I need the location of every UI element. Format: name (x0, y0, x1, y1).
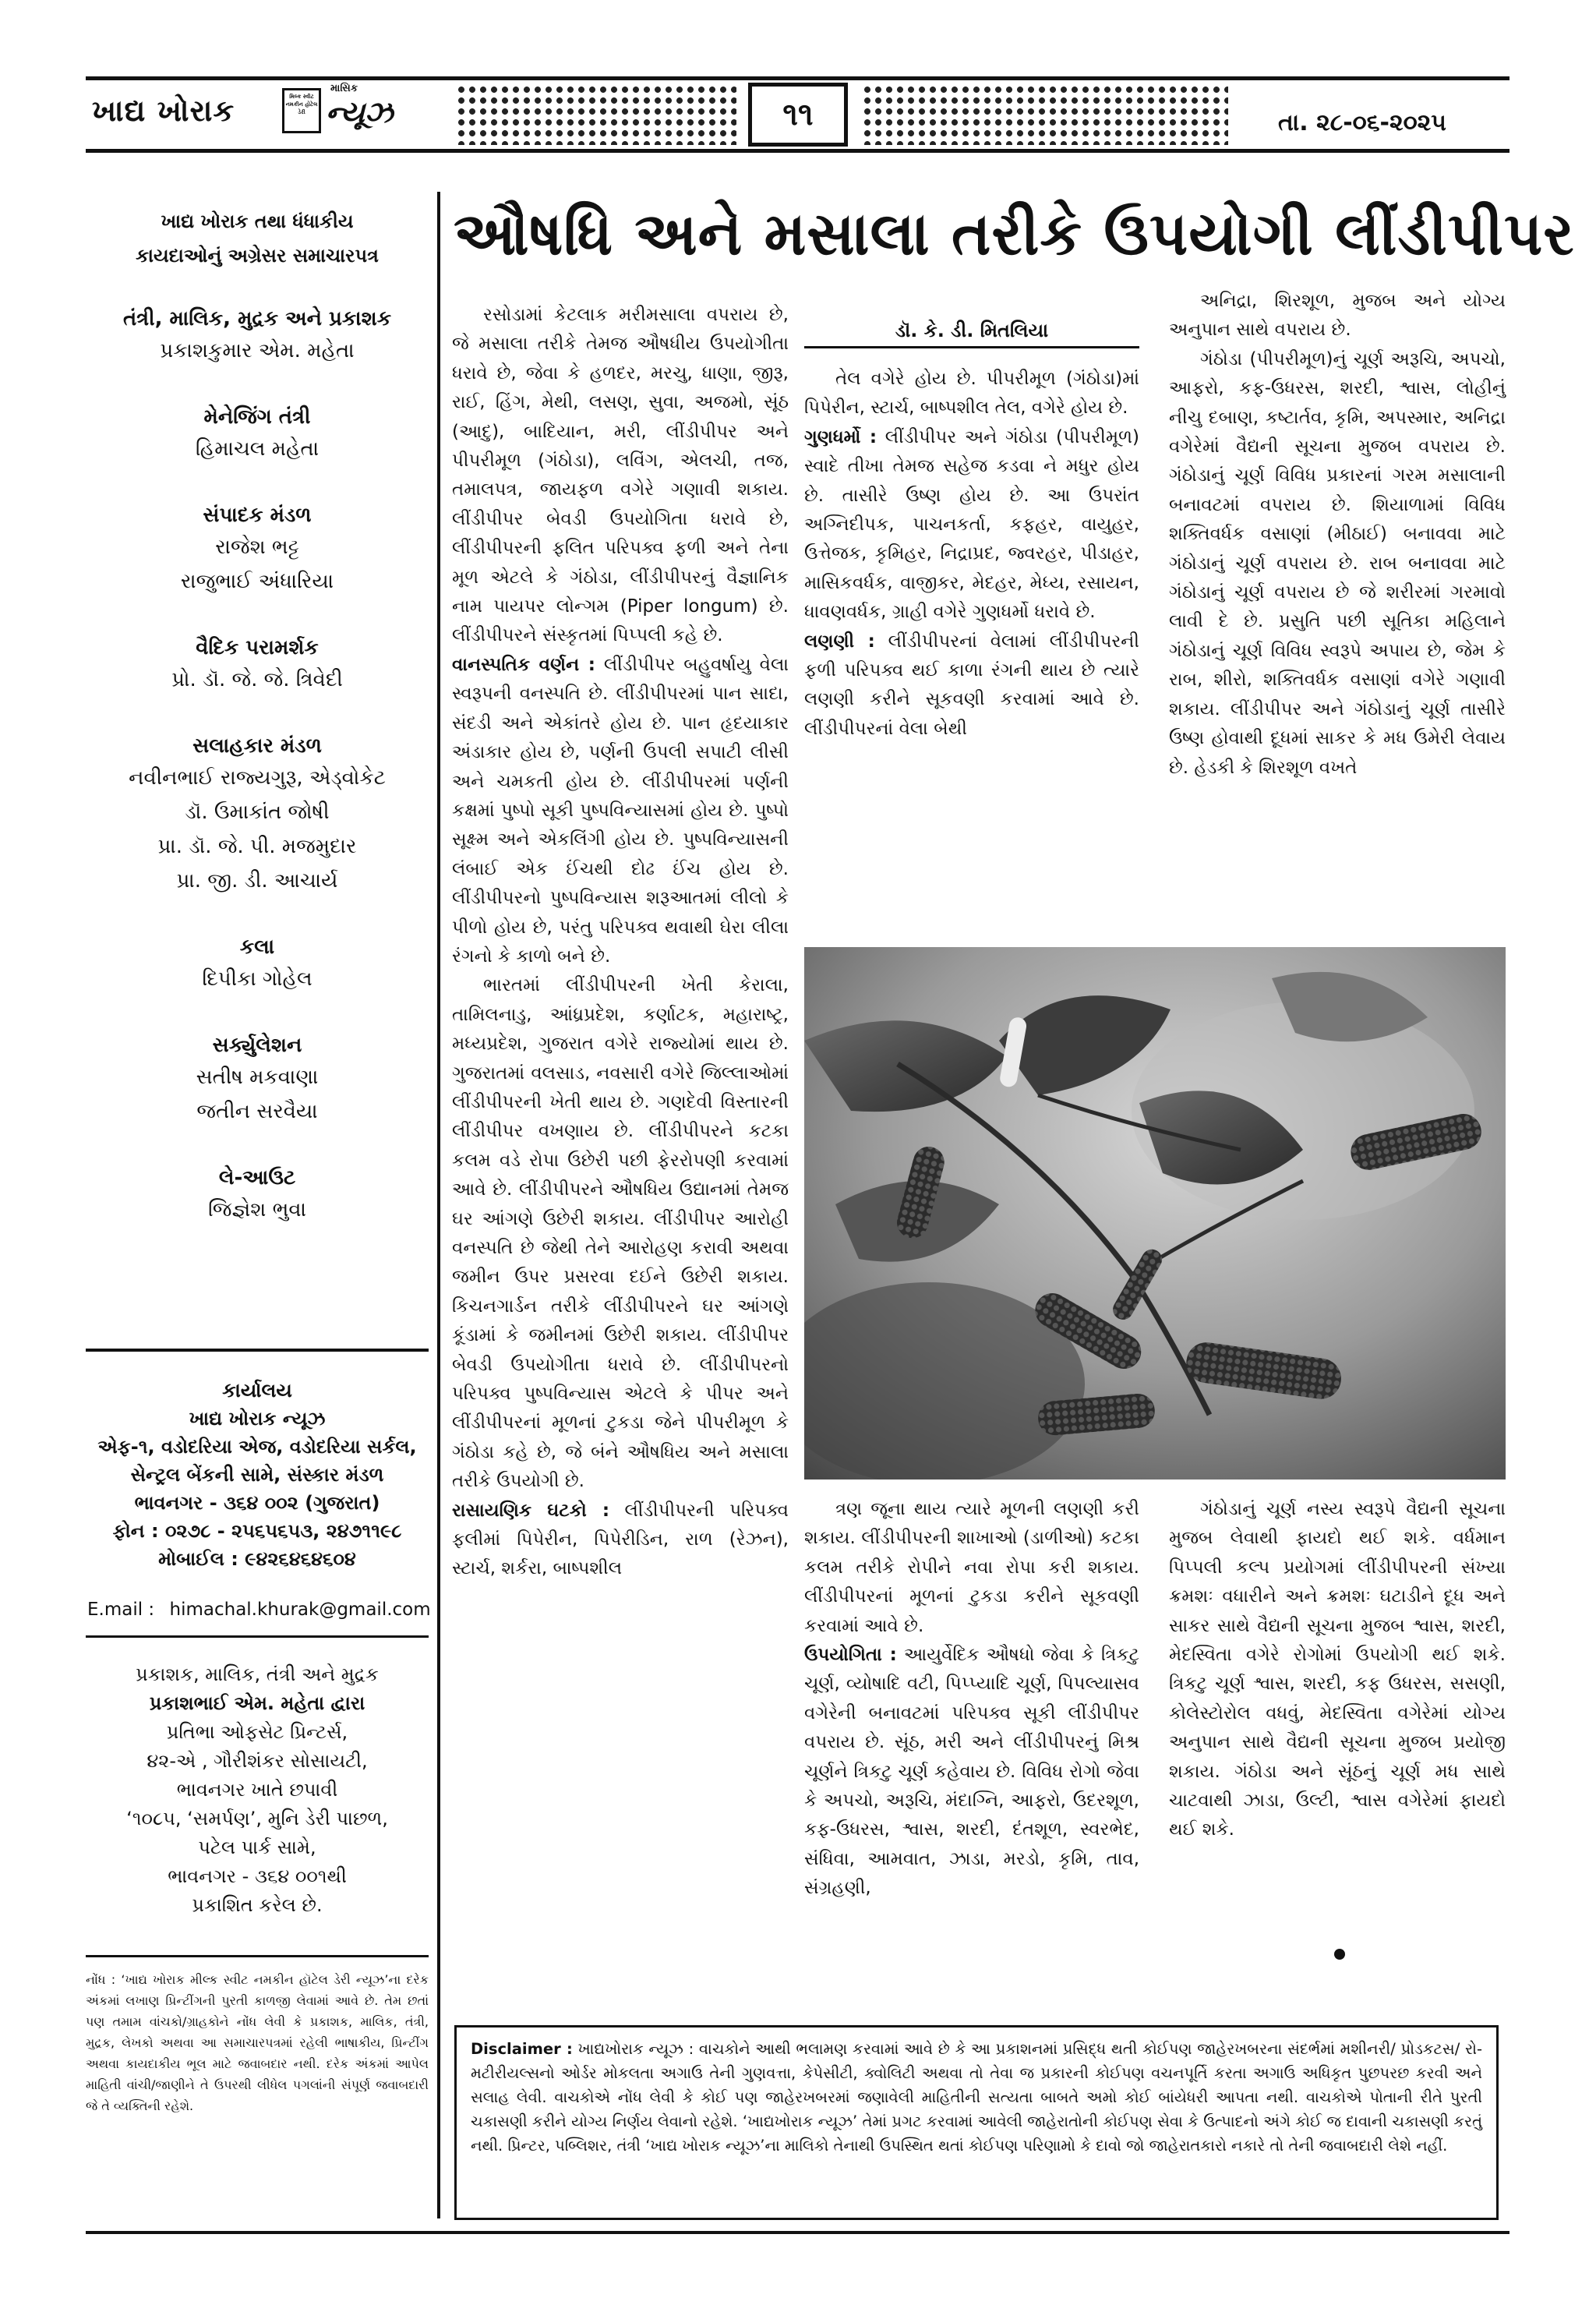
disclaimer-label: Disclaimer : (471, 2040, 573, 2058)
bottom-rule (86, 2231, 1509, 2234)
office-block (86, 1377, 429, 1573)
paragraph-text: ત્રણ જૂના થાય ત્યારે મૂળની લણણી કરી શકાય. લીંડીપીપરની શાખાઓ (ડાળીઓ) કટકા કલમ તરીકે રોપીને નવા રોપા કરી શકાય. લીંડીપીપરનાં મૂળનાં ટુકડા કરીને સૂકવણી કરવામાં આવે છે. (804, 1499, 1139, 1636)
staff-box (86, 204, 429, 1227)
article-paragraph (1169, 287, 1506, 345)
printer-line: પ્રકાશભાઈ એમ. મહેતા દ્વારા (149, 1692, 365, 1714)
staff-name: નવીનભાઈ રાજ્યગુરૂ, એડ્વોકેટ (129, 766, 386, 790)
article-paragraph (804, 1641, 1139, 1904)
issue-date: તા. ૨૮-૦૬-૨૦૨૫ (1278, 109, 1446, 136)
article-paragraph (804, 628, 1139, 744)
office-title: કાર્યાલય (222, 1379, 292, 1402)
long-pepper-photo (804, 947, 1506, 1480)
staff-role: સલાહકાર મંડળ (192, 734, 322, 758)
article-paragraph (452, 301, 789, 651)
staff-name: હિમાચલ મહેતા (195, 437, 320, 461)
paragraph-text: લીંડીપીપર બહુવર્ષાયુ વેલા સ્વરૂપની વનસ્પતિ છે. લીંડીપીપરમાં પાન સાદા, સંદડી અને એકાંતરે હોય છે. પાન હૃદયાકાર અંડાકાર હોય છે, પર્ણની ઉપલી સપાટી લીસી અને ચમકતી હોય છે. લીંડીપીપરમાં પર્ણની કક્ષમાં પુષ્પો સૂકી પુષ્પવિન્યાસમાં હોય છે. પુષ્પો સૂક્ષ્મ અને એકલિંગી હોય છે. પુષ્પવિન્યાસની લંબાઈ એક ઈંચથી દોઢ ઈંચ હોય છે. લીંડીપીપરનો પુષ્પવિન્યાસ શરૂઆતમાં લીલો કે પીળો હોય છે, પરંતુ પરિપક્વ થવાથી ઘેરા લીલા રંગનો કે કાળો બને છે. (452, 654, 789, 967)
staff-role: લે-આઉટ (218, 1166, 296, 1190)
page-number: ૧૧ (748, 83, 848, 147)
printer-line: પટેલ પાર્ક સામે, (198, 1837, 316, 1858)
staff-name: જિજ્ઞેશ ભુવા (208, 1198, 306, 1221)
article-paragraph (452, 651, 789, 971)
office-email-row (87, 1600, 431, 1620)
email-label: E.mail : (87, 1600, 155, 1620)
email-link[interactable]: himachal.khurak@gmail.com (169, 1600, 431, 1620)
tagline-line: ખાદ્ય ખોરાક તથા ધંધાકીય (161, 210, 354, 232)
disclaimer-box (454, 2025, 1499, 2220)
staff-role: કલા (239, 935, 275, 959)
paragraph-heading: ગુણધર્મો : (804, 426, 877, 447)
tagline-line: કાયદાઓનું અગ્રેસર સમાચારપત્ર (136, 245, 379, 267)
paragraph-heading: ઉપયોગિતા : (804, 1645, 897, 1666)
office-address-line: સેન્ટ્રલ બેંકની સામે, સંસ્કાર મંડળ (130, 1464, 384, 1486)
printer-line: પ્રકાશિત કરેલ છે. (192, 1894, 323, 1916)
sidebar-divider (86, 1955, 429, 1957)
staff-name: પ્રકાશકુમાર એમ. મહેતા (160, 339, 355, 362)
office-address-line: ભાવનગર - ૩૬૪ ૦૦૨ (ગુજરાત) (134, 1492, 380, 1514)
dot-pattern-right (862, 84, 1228, 145)
sidebar-note: નોંધ : ‘ખાદ્ય ખોરાક મીલ્ક સ્વીટ નમકીન હૉટેલ ડેરી ન્યૂઝ’ના દરેક અંકમાં લખાણ પ્રિન્ટીંગની પુરતી કાળજી લેવામાં આવે છે. તેમ છતાં પણ તમામ વાંચકો/ગ્રાહકોને નોંધ લેવી કે પ્રકાશક, માલિક, તંત્રી, મુદ્રક, લેખકો અથવા આ સમાચારપત્રમાં રહેલી ભાષાકીય, પ્રિન્ટીંગ અથવા કાયદાકીય ભૂલ માટે જવાબદાર નથી. દરેક અંકમાં આપેલ માહિતી વાંચી/જાણીને તે ઉપરથી લીધેલ પગલાંની સંપૂર્ણ જવાબદારી જે તે વ્યક્તિની રહેશે. (86, 1972, 429, 2113)
office-phone: ફોન : ૦૨૭૮ - ૨૫૬૫૬૫૩, ૨૪૭૧૧૯૮ (112, 1520, 402, 1542)
article-author: ડૉ. કે. ડી. મિતલિયા (804, 320, 1139, 348)
paragraph-heading: વાનસ્પતિક વર્ણન : (452, 654, 595, 675)
staff-name: પ્રા. ડૉ. જે. પી. મજમુદાર (157, 835, 357, 858)
printer-line: ૪૨-એ , ગૌરીશંકર સોસાયટી, (147, 1750, 368, 1772)
article-column-3-bottom (1169, 1495, 1506, 1845)
disclaimer-text: ખાદ્યખોરાક ન્યૂઝ : વાચકોને આથી ભલામણ કરવામાં આવે છે કે આ પ્રકાશનમાં પ્રસિદ્ધ થતી કોઈપણ જાહેરખબરના સંદર્ભમાં મશીનરી/ પ્રોડકટસ/ રો-મટીરીયલ્સનો ઓર્ડર મોકલતા અગાઉ તેની ગુણવત્તા, કેપેસીટી, ક્વોલિટી અથવા તો તેવા જ પ્રકારની કોઈપણ વચનપૂર્તિ કરતા અગાઉ અધિકૃત પુછપરછ કરવી અને સલાહ લેવી. વાચકોએ નોંધ લેવી કે કોઈ પણ જાહેરખબરમાં જણાવેલી માહિતીની સત્યતા બાબતે અમો કોઈ બાંયેધરી આપતા નથી. વાચકોએ પોતાની રીતે પુરતી ચકાસણી કરીને યોગ્ય નિર્ણય લેવાનો રહેશે. ‘ખાદ્યખોરાક ન્યૂઝ’ તેમાં પ્રગટ કરવામાં આવેલી જાહેરાતોની કોઈપણ સેવા કે ઉત્પાદનો અંગે કોઈ જ દાવાની ચકાસણી કરતું નથી. પ્રિન્ટર, પબ્લિશર, તંત્રી ‘ખાદ્ય ખોરાક ન્યૂઝ’ના માલિકો તેનાથી ઉપસ્થિત થતાં કોઈપણ પરિણામો કે દાવો જો જાહેરાતકારો નકારે તો તેની જવાબદારી લેશે નહીં. (471, 2040, 1482, 2155)
sidebar-divider (86, 1349, 429, 1352)
masthead-monthly-label: માસિક (330, 83, 358, 94)
column-rule (437, 192, 440, 2218)
article-paragraph (452, 971, 789, 1496)
staff-name: ડૉ. ઉમાકાંત જોષી (185, 801, 330, 824)
article-paragraph (1169, 1495, 1506, 1845)
office-name: ખાદ્ય ખોરાક ન્યૂઝ (189, 1408, 326, 1430)
printer-line: ભાવનગર ખાતે છપાવી (176, 1779, 338, 1801)
staff-name: રાજેશ ભટ્ટ (215, 536, 299, 559)
dot-pattern-left (456, 84, 736, 145)
paragraph-heading: રાસાયણિક ઘટકો : (452, 1500, 610, 1521)
tagline (86, 204, 429, 273)
article-paragraph (804, 365, 1139, 423)
office-address-line: એફ-૧, વડોદરિયા એજ, વડોદરિયા સર્કલ, (97, 1436, 417, 1458)
article-column-2-top (804, 365, 1139, 744)
staff-name: સતીષ મકવાણા (196, 1066, 319, 1089)
article-column-1 (452, 301, 789, 1584)
staff-name: દિપીકા ગોહેલ (202, 967, 312, 991)
long-pepper-image (804, 947, 1506, 1480)
staff-name: રાજુભાઈ અંધારિયા (180, 570, 334, 593)
masthead-news: ન્યૂઝ (326, 95, 394, 129)
printer-line: ભાવનગર - ૩૬૪ ૦૦૧થી (168, 1865, 347, 1887)
sidebar-divider (86, 1635, 429, 1638)
paragraph-text: રસોડામાં કેટલાક મરીમસાલા વપરાય છે, જે મસાલા તરીકે તેમજ ઔષધીય ઉપયોગીતા ધરાવે છે, જેવા કે હળદર, મરચુ, ધાણા, જીરૂ, રાઈ, હિંગ, મેથી, લસણ, સુવા, અજમો, સૂંઠ (આદુ), બાદિયાન, મરી, લીંડીપીપર અને પીપરીમૂળ (ગંઠોડા), લવિંગ, એલચી, તજ, તમાલપત્ર, જાયફળ વગેરે ગણાવી શકાય. લીંડીપીપર બેવડી ઉપયોગિતા ધરાવે છે, લીંડીપીપરની ફલિત પરિપક્વ ફળી અને તેના મૂળ એટલે કે ગંઠોડા, લીંડીપીપરનું વૈજ્ઞાનિક નામ પાયપર લોન્ગમ (Piper longum) છે. લીંડીપીપરને સંસ્કૃતમાં પિપ્પલી કહે છે. (452, 305, 789, 646)
article-paragraph (804, 423, 1139, 628)
staff-name: પ્રો. ડૉ. જે. જે. ત્રિવેદી (171, 668, 343, 691)
printer-line: પ્રતિભા ઓફસેટ પ્રિન્ટર્સ, (166, 1721, 348, 1743)
staff-role: સર્ક્યુલેશન (212, 1034, 302, 1057)
paragraph-text: અનિદ્રા, શિરશૂળ, મુજબ અને યોગ્ય અનુપાન સાથે વપરાય છે. (1169, 291, 1506, 341)
paragraph-text: ભારતમાં લીંડીપીપરની ખેતી કેરાલા, તામિલનાડુ, આંધ્રપ્રદેશ, કર્ણાટક, મહારાષ્ટ્ર, મધ્યપ્રદેશ, ગુજરાત વગેરે રાજ્યોમાં થાય છે. ગુજરાતમાં વલસાડ, નવસારી વગેરે જિલ્લાઓમાં લીંડીપીપરની ખેતી થાય છે. ગણદેવી વિસ્તારની લીંડીપીપર વખણાય છે. લીંડીપીપરને કટકા કલમ વડે રોપા ઉછેરી પછી ફેરરોપણી કરવામાં આવે છે. લીંડીપીપરને ઔષધિય ઉદ્યાનમાં તેમજ ઘર આંગણે ઉછેરી શકાય. લીંડીપીપર આરોહી વનસ્પતિ છે જેથી તેને આરોહણ કરાવી અથવા જમીન ઉપર પ્રસરવા દઈને ઉછેરી શકાય. કિચનગાર્ડન તરીકે લીંડીપીપરને ઘર આંગણે કૂંડામાં કે જમીનમાં ઉછેરી શકાય. લીંડીપીપર બેવડી ઉપયોગીતા ધરાવે છે. લીંડીપીપરનો પરિપક્વ પુષ્પવિન્યાસ એટલે કે પીપર અને લીંડીપીપરનાં મૂળનાં ટુકડા જેને પીપરીમૂળ કે ગંઠોડા કહે છે, જે બંને ઔષધિય અને મસાલા તરીકે ઉપયોગી છે. (452, 975, 789, 1492)
paragraph-text: ગંઠોડાનું ચૂર્ણ નસ્ય સ્વરૂપે વૈદ્યની સૂચના મુજબ લેવાથી ફાયદો થઈ શકે. વર્ધમાન પિપ્પલી કલ્પ પ્રયોગમાં લીંડીપીપરની સંખ્યા ક્રમશઃ વધારીને અને ક્રમશઃ ઘટાડીને દૂધ અને સાકર સાથે વૈદ્યની સૂચના મુજબ શ્વાસ, શરદી, મેદસ્વિતા વગેરે રોગોમાં ઉપયોગી થઈ શકે. ત્રિકટુ ચૂર્ણ શ્વાસ, શરદી, કફ ઉધરસ, સસણી, કોલેસ્ટોરોલ વધવું, મેદસ્વિતા વગેરેમાં યોગ્ય અનુપાન સાથે વૈદ્યની સૂચના મુજબ પ્રયોજી શકાય. ગંઠોડા અને સૂંઠનું ચૂર્ણ મધ સાથે ચાટવાથી ઝાડા, ઉલ્ટી, શ્વાસ વગેરેમાં ફાયદો થઈ શકે. (1169, 1499, 1506, 1840)
paragraph-text: લીંડીપીપરનાં વેલામાં લીંડીપીપરની ફળી પરિપક્વ થઈ કાળા રંગની થાય છે ત્યારે લણણી કરીને સૂકવણી કરવામાં આવે છે. લીંડીપીપરનાં વેલા બેથી (804, 631, 1139, 739)
article-headline: ઔષધિ અને મસાલા તરીકે ઉપયોગી લીંડીપીપર (454, 199, 1575, 268)
paragraph-text: આયુર્વેદિક ઔષધો જેવા કે ત્રિકટુ ચૂર્ણ, વ્યોષાદિ વટી, પિપ્પ્યાદિ ચૂર્ણ, પિપલ્યાસવ વગેરેની બનાવટમાં પરિપક્વ સૂકી લીંડીપીપર વપરાય છે. સૂંઠ, મરી અને લીંડીપીપરનું મિશ્ર ચૂર્ણને ત્રિકટુ ચૂર્ણ કહેવાય છે. વિવિધ રોગો જેવા કે અપચો, અરૂચિ, મંદાગ્નિ, આફરો, ઉદરશૂળ, કફ-ઉધરસ, શ્વાસ, શરદી, દંતશૂળ, સ્વરભેદ, સંધિવા, આમવાત, ઝાડા, મરડો, કૃમિ, તાવ, સંગ્રહણી, (804, 1645, 1139, 1899)
staff-role: સંપાદક મંડળ (203, 504, 312, 527)
office-mobile: મોબાઈલ : ૯૪૨૬૪૬૪૬૦૪ (158, 1548, 356, 1570)
article-paragraph (804, 1495, 1139, 1641)
staff-list (86, 304, 429, 1227)
paragraph-text: તેલ વગેરે હોય છે. પીપરીમૂળ (ગંઠોડા)માં પિપેરીન, સ્ટાર્ચ, બાષ્પશીલ તેલ, વગેરે હોય છે. (804, 369, 1139, 419)
paragraph-text: ગંઠોડા (પીપરીમૂળ)નું ચૂર્ણ અરૂચિ, અપચો, આફરો, કફ-ઉધરસ, શરદી, શ્વાસ, લોહીનું નીચુ દબાણ, કષ્ટાર્તવ, કૃમિ, અપસ્માર, અનિદ્રા વગેરેમાં વૈદ્યની સૂચના મુજબ વપરાય છે. ગંઠોડાનું ચૂર્ણ વિવિધ પ્રકારનાં ગરમ મસાલાની બનાવટમાં વપરાય છે. શિયાળામાં વિવિધ શક્તિવર્ધક વસાણાં (મીઠાઈ) બનાવવા માટે ગંઠોડાનું ચૂર્ણ વપરાય છે. રાબ બનાવવા માટે ગંઠોડાનું ચૂર્ણ વપરાય છે જે શરીરમાં ગરમાવો લાવી દે છે. પ્રસુતિ પછી સૂતિકા મહિલાને ગંઠોડાનું ચૂર્ણ વિવિધ સ્વરૂપે અપાય છે, જેમ કે રાબ, શીરો, શક્તિવર્ધક વસાણાં વગેરે ગણાવી શકાય. લીંડીપીપર અને ગંઠોડાનું ચૂર્ણ તાસીરે ઉષ્ણ હોવાથી દૂધમાં સાકર કે મધ ઉમેરી લેવાય છે. હેડકી કે શિરશૂળ વખતે (1169, 348, 1506, 778)
article-column-3-top (1169, 287, 1506, 783)
article-paragraph (1169, 345, 1506, 783)
article-column-2-bottom (804, 1495, 1139, 1904)
staff-role: વૈદિક પરામર્શક (196, 636, 319, 659)
paragraph-heading: લણણી : (804, 631, 875, 652)
printer-line: ‘૧૦૮૫, ‘સમર્પણ’, મુનિ ડેરી પાછળ, (126, 1808, 388, 1830)
staff-role: તંત્રી, માલિક, મુદ્રક અને પ્રકાશક (122, 307, 392, 331)
staff-name: પ્રા. જી. ડી. આચાર્ય (176, 869, 338, 893)
paragraph-text: લીંડીપીપરની પરિપક્વ ફલીમાં પિપેરીન, પિપેરીડિન, રાળ (રેઝન), સ્ટાર્ચ, શર્કરા, બાષ્પશીલ (452, 1500, 789, 1579)
staff-name: જતીન સરવૈયા (196, 1100, 318, 1123)
end-bullet (1334, 1949, 1345, 1960)
printer-line: પ્રકાશક, માલિક, તંત્રી અને મુદ્રક (136, 1663, 379, 1685)
printer-block (86, 1660, 429, 1920)
paragraph-text: લીંડીપીપર અને ગંઠોડા (પીપરીમૂળ) સ્વાદે તીખા તેમજ સહેજ કડવા ને મધુર હોય છે. તાસીરે ઉષ્ણ હોય છે. આ ઉપરાંત અગ્નિદીપક, પાચનકર્તા, કફહર, વાયુહર, ઉત્તેજક, કૃમિહર, નિદ્રાપ્રદ, જ્વરહર, પીડાહર, માસિકવર્ધક, વાજીકર, મેદહર, મેધ્ય, રસાયન, ધાવણવર્ધક, ગ્રાહી વગેરે ગુણધર્મો ધરાવે છે. (804, 426, 1139, 623)
masthead-logo-box: મિલ્ક સ્વીટ નમકીન હોટેલ ડેરી (282, 88, 321, 133)
article-paragraph (452, 1497, 789, 1584)
staff-role: મેનેજિંગ તંત્રી (203, 405, 311, 429)
masthead-title: ખાદ્ય ખોરાક (92, 94, 235, 128)
